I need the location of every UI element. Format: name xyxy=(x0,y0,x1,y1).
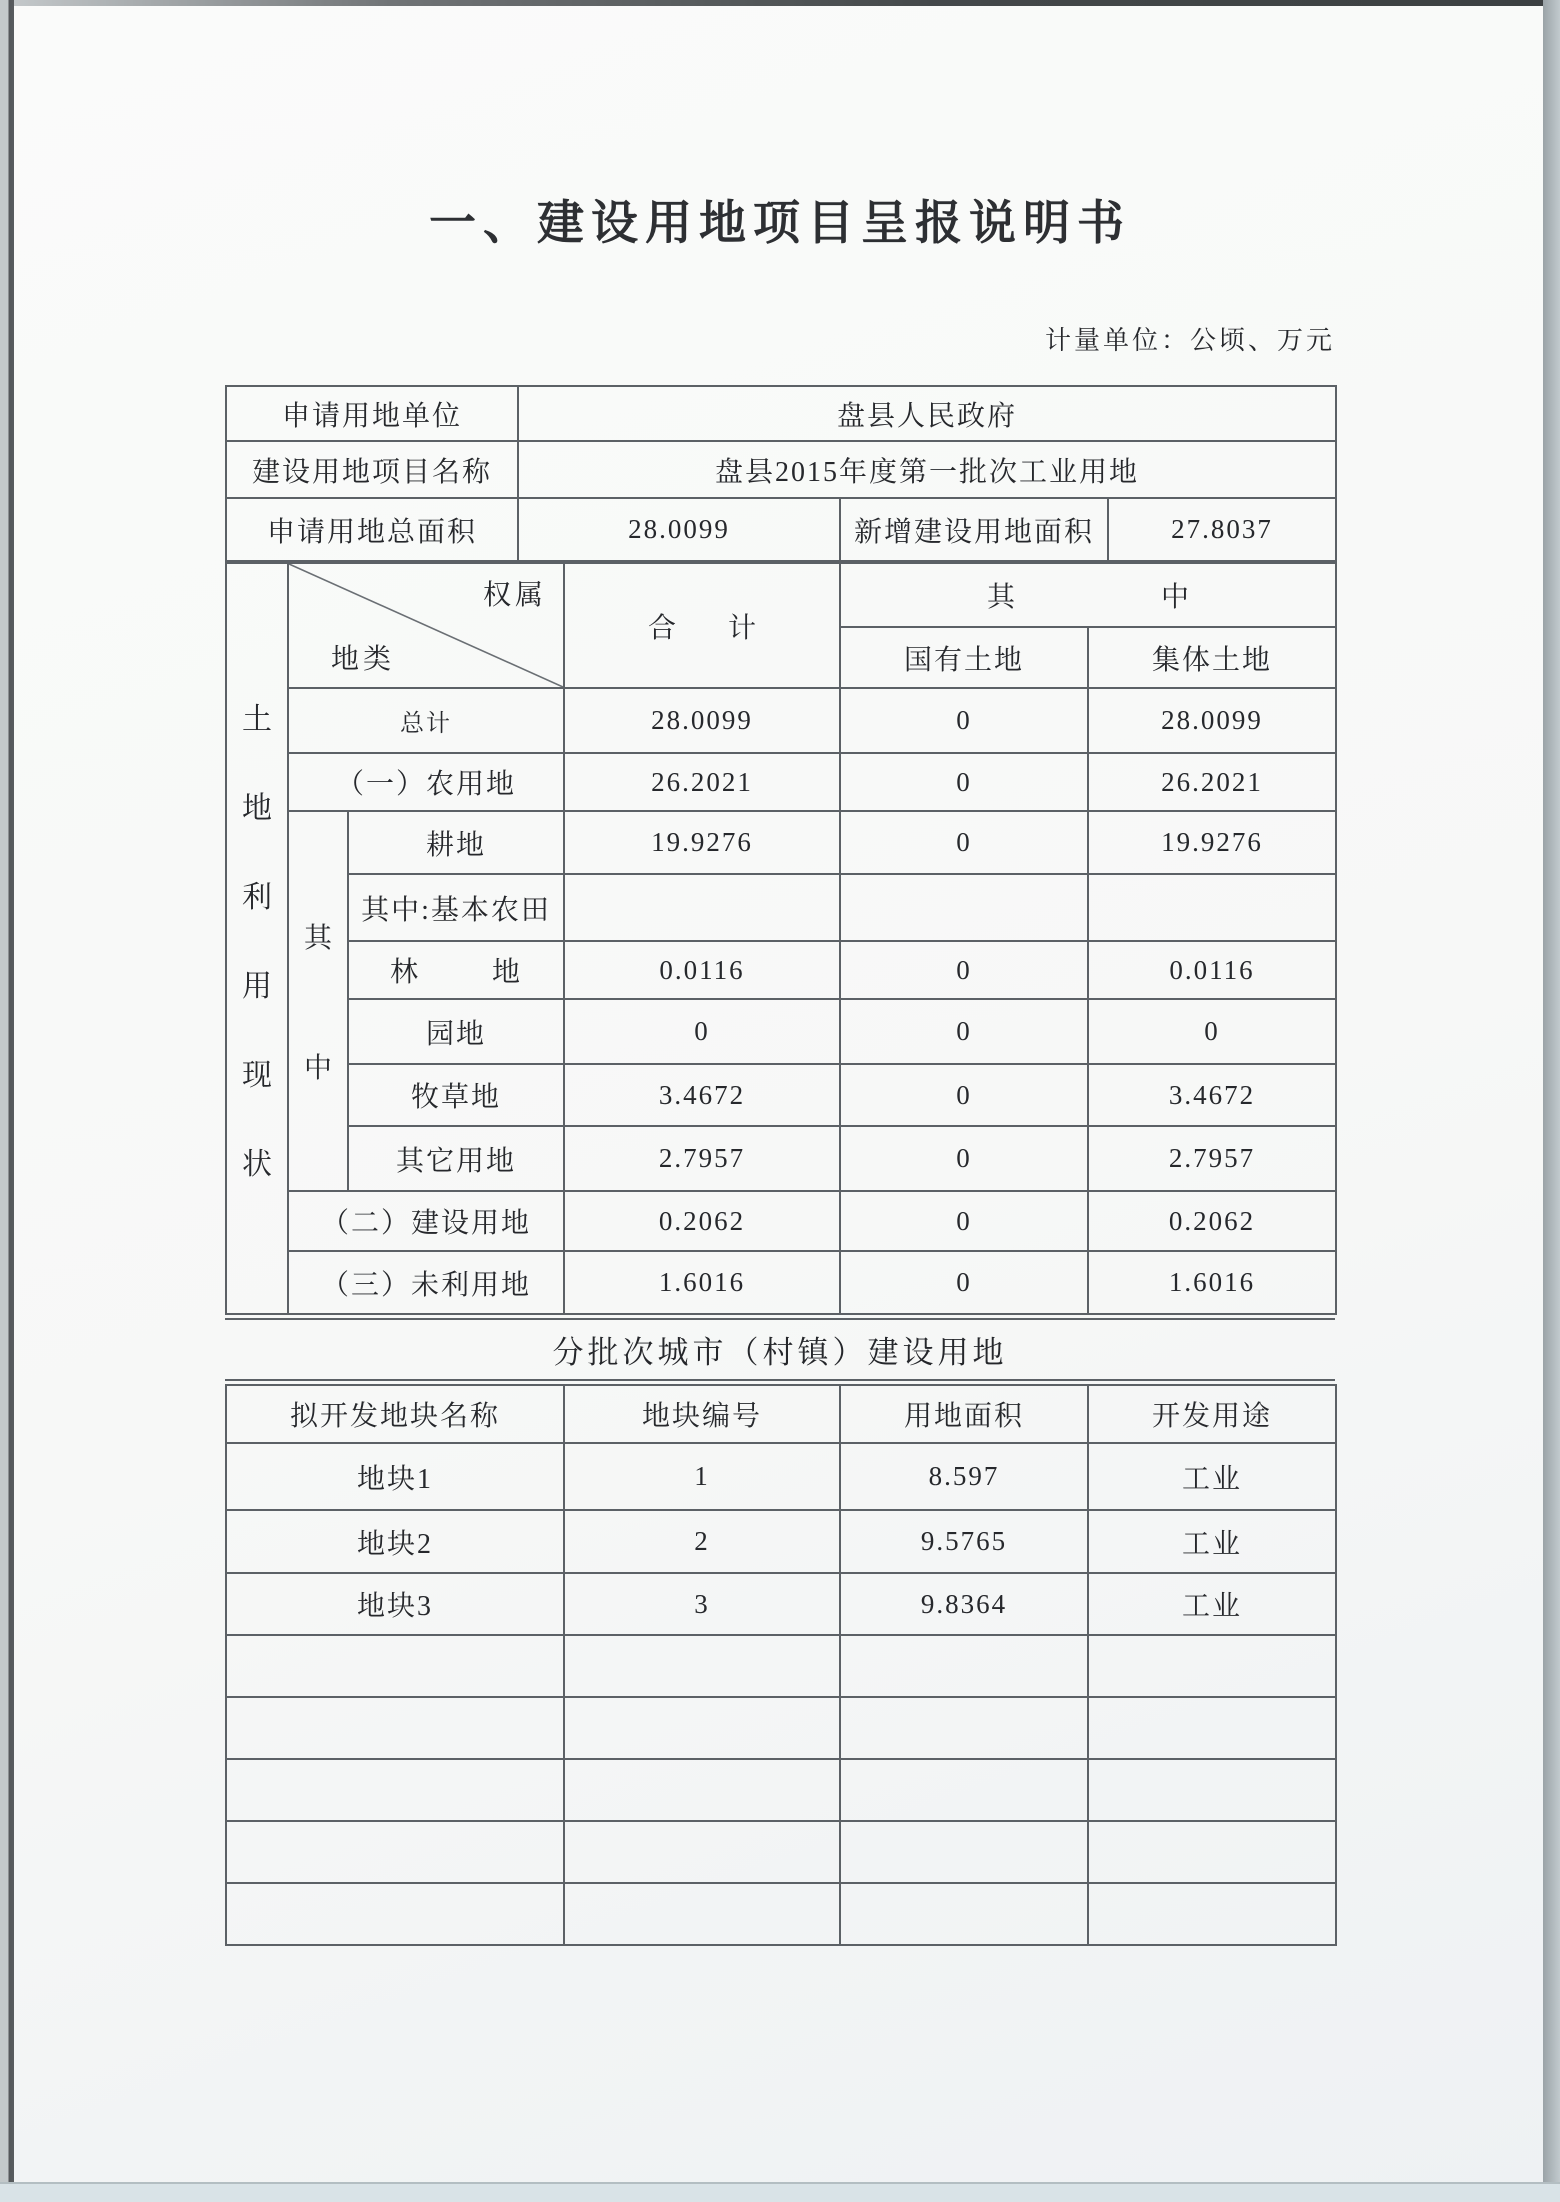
row-label-construction-land: （二）建设用地 xyxy=(288,1191,564,1251)
collective-cell: 28.0099 xyxy=(1088,688,1336,753)
scan-edge-left xyxy=(0,0,14,2200)
corner-category-label: 地类 xyxy=(331,644,396,675)
table-row xyxy=(226,941,1336,999)
land-use-table xyxy=(225,562,1337,1315)
state-cell xyxy=(840,874,1088,941)
column-header-collective-land: 集体土地 xyxy=(1088,627,1336,688)
total-cell: 0.2062 xyxy=(564,1191,840,1251)
empty-row xyxy=(226,1635,1336,1697)
total-cell: 0.0116 xyxy=(564,941,840,999)
collective-cell: 26.2021 xyxy=(1088,753,1336,811)
report-sheet xyxy=(225,385,1335,1946)
state-cell: 0 xyxy=(840,999,1088,1064)
batch-parcel-table xyxy=(225,1384,1337,1946)
column-header-total: 合 计 xyxy=(564,563,840,688)
row-label-unused-land: （三）未利用地 xyxy=(288,1251,564,1314)
parcel-usage-cell: 工业 xyxy=(1088,1510,1336,1573)
table-row xyxy=(226,1191,1336,1251)
batch-header-parcel-code: 地块编号 xyxy=(564,1385,840,1443)
collective-cell: 2.7957 xyxy=(1088,1126,1336,1191)
parcel-name-cell: 地块1 xyxy=(226,1443,564,1510)
row-label-cultivated-land: 耕地 xyxy=(348,811,564,874)
column-header-state-land: 国有土地 xyxy=(840,627,1088,688)
parcel-code-cell: 3 xyxy=(564,1573,840,1635)
state-cell: 0 xyxy=(840,753,1088,811)
table-row xyxy=(226,1064,1336,1126)
row-label-garden-land: 园地 xyxy=(348,999,564,1064)
table-row xyxy=(226,999,1336,1064)
parcel-code-cell: 2 xyxy=(564,1510,840,1573)
total-area-value: 28.0099 xyxy=(518,498,840,561)
total-cell: 3.4672 xyxy=(564,1064,840,1126)
collective-cell: 1.6016 xyxy=(1088,1251,1336,1314)
total-cell: 26.2021 xyxy=(564,753,840,811)
total-area-label: 申请用地总面积 xyxy=(226,498,518,561)
project-name-value: 盘县2015年度第一批次工业用地 xyxy=(518,441,1336,498)
collective-cell: 0 xyxy=(1088,999,1336,1064)
parcel-usage-cell: 工业 xyxy=(1088,1573,1336,1635)
corner-header-cell xyxy=(288,563,564,688)
state-cell: 0 xyxy=(840,1251,1088,1314)
collective-cell: 0.0116 xyxy=(1088,941,1336,999)
parcel-area-cell: 9.8364 xyxy=(840,1573,1088,1635)
parcel-usage-cell: 工业 xyxy=(1088,1443,1336,1510)
total-cell: 0 xyxy=(564,999,840,1064)
table-row xyxy=(226,1443,1336,1510)
parcel-code-cell: 1 xyxy=(564,1443,840,1510)
collective-cell xyxy=(1088,874,1336,941)
empty-row xyxy=(226,1697,1336,1759)
table-row xyxy=(226,386,1336,441)
parcel-area-cell: 9.5765 xyxy=(840,1510,1088,1573)
project-name-label: 建设用地项目名称 xyxy=(226,441,518,498)
table-row xyxy=(226,1251,1336,1314)
empty-row xyxy=(226,1883,1336,1945)
table-row xyxy=(226,811,1336,874)
vertical-label-subgroup: 其 中 xyxy=(288,811,348,1191)
total-cell: 2.7957 xyxy=(564,1126,840,1191)
measurement-unit-note: 计量单位：公顷、万元 xyxy=(1044,326,1335,355)
table-row xyxy=(226,441,1336,498)
total-cell xyxy=(564,874,840,941)
batch-header-parcel-name: 拟开发地块名称 xyxy=(226,1385,564,1443)
state-cell: 0 xyxy=(840,1064,1088,1126)
new-construction-area-value: 27.8037 xyxy=(1108,498,1336,561)
parcel-name-cell: 地块3 xyxy=(226,1573,564,1635)
batch-section-title: 分批次城市（村镇）建设用地 xyxy=(225,1318,1335,1381)
column-group-header-ownership: 其 中 xyxy=(840,563,1336,627)
collective-cell: 0.2062 xyxy=(1088,1191,1336,1251)
table-row xyxy=(226,1573,1336,1635)
table-row xyxy=(226,753,1336,811)
batch-header-development-use: 开发用途 xyxy=(1088,1385,1336,1443)
table-header-row xyxy=(226,1385,1336,1443)
scan-edge-bottom xyxy=(0,2182,1560,2202)
state-cell: 0 xyxy=(840,688,1088,753)
info-table xyxy=(225,385,1337,562)
total-cell: 1.6016 xyxy=(564,1251,840,1314)
vertical-label-land-use-status: 土 地 利 用 现 状 xyxy=(226,563,288,1314)
state-cell: 0 xyxy=(840,941,1088,999)
table-row xyxy=(226,1126,1336,1191)
state-cell: 0 xyxy=(840,811,1088,874)
total-cell: 19.9276 xyxy=(564,811,840,874)
table-row xyxy=(226,1510,1336,1573)
collective-cell: 19.9276 xyxy=(1088,811,1336,874)
table-row xyxy=(226,874,1336,941)
collective-cell: 3.4672 xyxy=(1088,1064,1336,1126)
new-construction-area-label: 新增建设用地面积 xyxy=(840,498,1108,561)
scan-edge-right xyxy=(1543,0,1560,2200)
applicant-unit-value: 盘县人民政府 xyxy=(518,386,1336,441)
table-row xyxy=(226,563,1336,627)
row-label-forest-land: 林 地 xyxy=(348,941,564,999)
table-row xyxy=(226,688,1336,753)
parcel-name-cell: 地块2 xyxy=(226,1510,564,1573)
state-cell: 0 xyxy=(840,1191,1088,1251)
empty-row xyxy=(226,1759,1336,1821)
row-label-other-land: 其它用地 xyxy=(348,1126,564,1191)
applicant-unit-label: 申请用地单位 xyxy=(226,386,518,441)
parcel-area-cell: 8.597 xyxy=(840,1443,1088,1510)
scan-edge-top xyxy=(0,0,1560,6)
row-label-agricultural-land: （一）农用地 xyxy=(288,753,564,811)
row-label-grassland: 牧草地 xyxy=(348,1064,564,1126)
table-row xyxy=(226,498,1336,561)
row-label-basic-farmland: 其中:基本农田 xyxy=(348,874,564,941)
row-label-grand-total: 总计 xyxy=(288,688,564,753)
empty-row xyxy=(226,1821,1336,1883)
page-title: 一、建设用地项目呈报说明书 xyxy=(429,196,1131,251)
state-cell: 0 xyxy=(840,1126,1088,1191)
batch-header-land-area: 用地面积 xyxy=(840,1385,1088,1443)
corner-ownership-label: 权属 xyxy=(482,580,547,611)
total-cell: 28.0099 xyxy=(564,688,840,753)
